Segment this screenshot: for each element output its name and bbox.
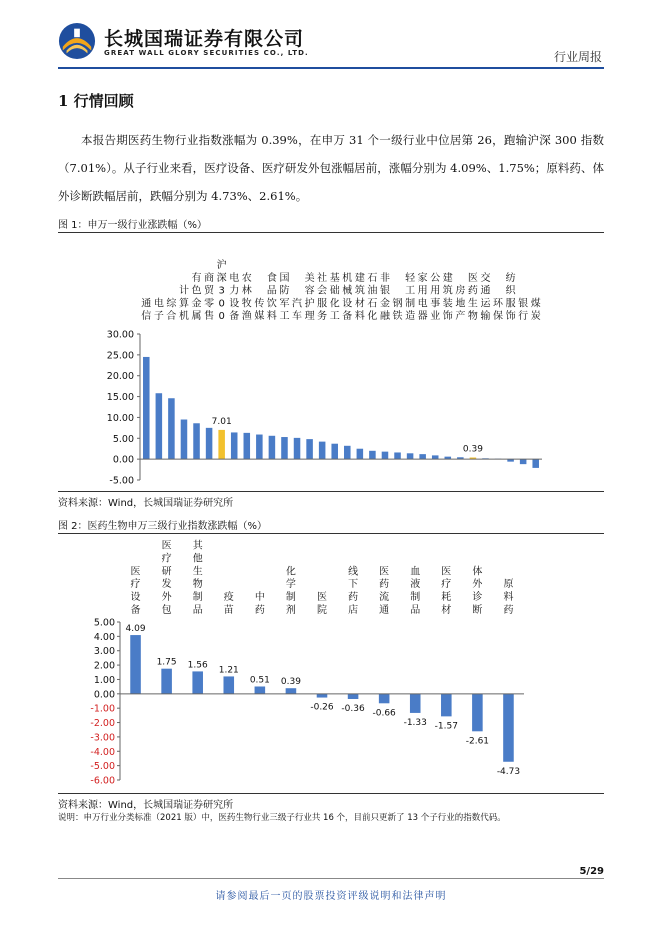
category-label-建筑材料: 材 [354, 298, 365, 310]
brand-name-cn: 长城国瑞证券有限公司 [104, 28, 305, 50]
category-label-医药生物: 生 [467, 298, 478, 310]
category-label-体外诊断: 外 [472, 579, 483, 591]
bar-医疗设备 [130, 635, 141, 694]
figure2-bottom-rule [58, 793, 604, 794]
category-label-商贸零售: 商 [204, 272, 215, 284]
figure2-title: 图 2：医药生物申万三级行业指数涨跌幅（%） [58, 521, 268, 532]
category-label-线下药店: 店 [348, 605, 359, 616]
category-label-汽车: 车 [292, 311, 303, 322]
y-tick-label: -5.00 [109, 475, 134, 487]
bar-汽车 [294, 438, 301, 459]
category-label-商贸零售: 贸 [204, 285, 215, 297]
data-label-线下药店: -0.36 [341, 703, 365, 714]
category-label-国防军工: 防 [279, 285, 290, 297]
brand-name-en: GREAT WALL GLORY SECURITIES CO., LTD. [104, 49, 309, 57]
category-label-体外诊断: 体 [472, 566, 483, 578]
category-label-医疗耗材: 疗 [441, 579, 452, 591]
data-label-医疗耗材: -1.57 [434, 721, 458, 732]
category-label-建筑装饰: 建 [442, 272, 453, 284]
category-label-美容护理: 容 [304, 285, 315, 297]
bar-煤炭 [532, 459, 539, 468]
figure1-bottom-rule [58, 491, 604, 492]
category-label-化学制剂: 制 [285, 592, 296, 604]
category-label-农林牧渔: 牧 [241, 298, 252, 310]
category-label-血液制品: 血 [410, 566, 421, 578]
category-label-房地产: 产 [455, 311, 466, 322]
category-label-综合: 综 [166, 298, 177, 310]
y-tick-label: -6.00 [90, 775, 115, 787]
category-label-轻工制造: 造 [405, 311, 416, 322]
bar-食品饮料 [269, 436, 276, 459]
category-label-其他生物制品: 生 [192, 566, 203, 578]
category-label-纺织服饰: 织 [505, 285, 516, 297]
bar-银行 [520, 459, 527, 464]
category-label-医疗研发外包: 发 [161, 579, 172, 591]
category-label-家用电器: 器 [417, 311, 428, 322]
category-label-其他生物制品: 物 [192, 579, 203, 591]
y-tick-label: 2.00 [93, 660, 115, 672]
category-label-电子: 电 [153, 298, 164, 310]
category-label-农林牧渔: 林 [241, 285, 252, 297]
category-label-医药流通: 药 [379, 579, 390, 591]
category-label-体外诊断: 诊 [472, 592, 483, 604]
category-label-国防军工: 国 [279, 272, 290, 284]
figure1-title: 图 1：申万一级行业涨跌幅（%） [58, 220, 208, 231]
bar-建筑材料 [357, 449, 364, 459]
category-label-食品饮料: 饮 [266, 298, 277, 310]
category-label-医药生物: 药 [467, 285, 478, 297]
footer-disclaimer: 请参阅最后一页的股票投资评级说明和法律声明 [215, 891, 447, 902]
category-label-非银金融: 银 [379, 285, 390, 297]
figure1-source: 资料来源：Wind，长城国瑞证券研究所 [58, 498, 234, 509]
category-label-沪深300: 3 [218, 285, 225, 297]
bar-有色金属 [193, 423, 200, 459]
y-tick-label: 1.00 [93, 674, 115, 686]
category-label-社会服务: 务 [317, 311, 328, 322]
bar-医疗研发外包 [161, 669, 172, 694]
category-label-医疗耗材: 耗 [441, 592, 452, 604]
category-label-电力设备: 电 [229, 272, 240, 284]
page-number: 5/29 [579, 866, 604, 877]
bar-非银金融 [382, 452, 389, 460]
category-label-其他生物制品: 他 [192, 553, 203, 565]
category-label-银行: 银 [518, 298, 529, 310]
category-label-煤炭: 煤 [530, 298, 541, 310]
category-label-建筑材料: 料 [354, 311, 365, 322]
bar-医院 [317, 694, 328, 698]
category-label-房地产: 房 [455, 285, 466, 297]
report-type-label: 行业周报 [553, 50, 602, 64]
data-label-医疗研发外包: 1.75 [156, 657, 177, 668]
bar-电力设备 [231, 432, 238, 459]
bar-传媒 [256, 435, 263, 460]
bar-商贸零售 [206, 428, 213, 459]
category-label-血液制品: 品 [410, 605, 421, 616]
category-label-中药: 中 [254, 592, 265, 604]
category-label-建筑装饰: 饰 [442, 311, 453, 322]
bar-医药流通 [379, 694, 390, 703]
bar-国防军工 [281, 437, 288, 459]
bar-家用电器 [419, 454, 426, 459]
bar-石油石化 [369, 451, 376, 459]
category-label-原料药: 原 [503, 579, 514, 591]
category-label-建筑材料: 建 [354, 272, 365, 284]
category-label-银行: 行 [518, 311, 529, 322]
figure1-top-rule [58, 232, 604, 233]
bar-轻工制造 [407, 453, 414, 459]
category-label-社会服务: 社 [317, 272, 328, 284]
category-label-医疗设备: 设 [130, 592, 141, 604]
y-tick-label: 0.00 [112, 454, 134, 466]
bar-钢铁 [394, 452, 401, 459]
category-label-传媒: 媒 [254, 311, 265, 322]
category-label-其他生物制品: 制 [192, 592, 203, 604]
category-label-商贸零售: 售 [204, 311, 215, 322]
category-label-机械设备: 备 [342, 311, 353, 322]
category-label-基础化工: 础 [329, 285, 340, 297]
category-label-环保: 环 [493, 298, 504, 310]
category-label-家用电器: 家 [417, 272, 428, 284]
data-label-血液制品: -1.33 [403, 717, 427, 728]
category-label-建筑材料: 筑 [354, 285, 365, 297]
category-label-有色金属: 金 [191, 298, 202, 310]
bar-公用事业 [432, 455, 439, 459]
category-label-基础化工: 工 [329, 311, 340, 322]
data-label-医疗设备: 4.09 [125, 624, 146, 635]
bar-电子 [156, 393, 163, 459]
category-label-医药流通: 医 [379, 566, 390, 578]
category-label-轻工制造: 制 [405, 298, 416, 310]
category-label-交通运输: 输 [480, 311, 491, 322]
category-label-电子: 子 [153, 311, 164, 322]
category-label-基础化工: 化 [329, 298, 340, 310]
category-label-非银金融: 非 [379, 272, 390, 284]
figure2-note: 说明：申万行业分类标准（2021 版）中，医药生物行业三级子行业共 16 个，目前只更新了 13 个子行业的指数代码。 [58, 813, 506, 823]
category-label-农林牧渔: 渔 [241, 311, 252, 322]
category-label-医疗研发外包: 疗 [161, 553, 172, 565]
data-label-医药流通: -0.66 [372, 708, 396, 719]
figure2-chart [58, 536, 604, 792]
y-tick-label: -2.00 [90, 718, 115, 730]
category-label-血液制品: 液 [410, 579, 421, 591]
category-label-医疗耗材: 医 [441, 566, 452, 578]
category-label-通信: 通 [141, 298, 152, 310]
category-label-医疗耗材: 材 [441, 605, 452, 616]
category-label-疫苗: 疫 [223, 592, 234, 604]
category-label-公用事业: 用 [430, 285, 441, 297]
category-label-计算机: 机 [178, 311, 189, 322]
category-label-医疗研发外包: 外 [161, 592, 172, 604]
category-label-线下药店: 药 [348, 592, 359, 604]
data-label-原料药: -4.73 [496, 766, 521, 777]
category-label-商贸零售: 零 [204, 298, 215, 310]
category-label-原料药: 药 [503, 605, 514, 616]
bar-线下药店 [348, 694, 359, 699]
y-tick-label: 20.00 [106, 371, 134, 383]
figure2-svg [58, 536, 604, 792]
figure2-source: 资料来源：Wind，长城国瑞证券研究所 [58, 800, 234, 811]
category-label-医疗设备: 疗 [130, 579, 141, 591]
data-label-沪深300: 7.01 [211, 416, 232, 427]
category-label-医疗研发外包: 医 [161, 540, 172, 552]
great-wall-logo-icon [58, 22, 96, 60]
category-label-疫苗: 苗 [223, 605, 234, 616]
category-label-钢铁: 钢 [392, 298, 403, 310]
data-label-体外诊断: -2.61 [465, 736, 490, 747]
category-label-社会服务: 会 [317, 285, 328, 297]
bar-基础化工 [331, 444, 338, 459]
bar-通信 [143, 357, 150, 459]
category-label-农林牧渔: 农 [241, 272, 252, 284]
category-label-化学制剂: 剂 [285, 605, 296, 616]
category-label-美容护理: 美 [304, 272, 315, 284]
category-label-交通运输: 运 [480, 298, 491, 310]
y-tick-label: 15.00 [106, 392, 134, 404]
category-label-建筑装饰: 筑 [442, 285, 453, 297]
y-tick-label: 30.00 [106, 329, 134, 341]
category-label-美容护理: 护 [304, 298, 315, 310]
y-tick-label: 10.00 [106, 412, 134, 424]
category-label-轻工制造: 工 [405, 285, 416, 297]
category-label-医疗设备: 医 [130, 566, 141, 578]
bar-化学制剂 [286, 688, 297, 694]
figure1-svg [58, 238, 604, 490]
category-label-建筑装饰: 装 [442, 298, 453, 310]
category-label-社会服务: 服 [317, 298, 328, 310]
category-label-交通运输: 交 [480, 272, 491, 284]
category-label-传媒: 传 [254, 298, 265, 310]
category-label-食品饮料: 食 [266, 272, 277, 284]
bar-机械设备 [344, 446, 351, 459]
category-label-线下药店: 线 [348, 566, 359, 578]
footer-divider [58, 878, 604, 879]
category-label-房地产: 地 [455, 298, 466, 310]
category-label-食品饮料: 品 [266, 285, 277, 297]
body-paragraph-text: 本报告期医药生物行业指数涨幅为 0.39%，在申万 31 个一级行业中位居第 26，跑输沪深 300 指数（7.01%）。从子行业来看，医疗设备、医疗研发外包涨幅居前，涨幅分别为 4.09%、1.75%；原料药、体外诊断跌幅居前，跌幅分别为 4.73%、2.61%。 [58, 133, 604, 203]
category-label-公用事业: 事 [430, 298, 441, 310]
bar-农林牧渔 [244, 433, 251, 459]
body-paragraph [58, 126, 604, 210]
category-label-沪深300: 深 [216, 272, 227, 284]
category-label-医药生物: 医 [467, 272, 478, 284]
category-label-机械设备: 机 [342, 272, 353, 284]
data-label-其他生物制品: 1.56 [187, 660, 208, 671]
category-label-医院: 院 [317, 605, 327, 616]
category-label-医药流通: 通 [379, 605, 390, 616]
category-label-有色金属: 属 [191, 311, 202, 322]
bar-美容护理 [306, 439, 313, 459]
category-label-其他生物制品: 品 [192, 605, 203, 616]
category-label-体外诊断: 断 [472, 605, 483, 616]
data-label-医药生物: 0.39 [462, 444, 483, 455]
category-label-化学制剂: 学 [285, 579, 296, 591]
report-header [58, 22, 604, 70]
y-tick-label: -1.00 [90, 703, 115, 715]
bar-计算机 [181, 420, 188, 460]
category-label-通信: 信 [141, 311, 152, 322]
category-label-基础化工: 基 [329, 272, 340, 284]
category-label-公用事业: 业 [430, 311, 441, 322]
category-label-医药流通: 流 [379, 592, 390, 604]
category-label-交通运输: 通 [480, 285, 491, 297]
category-label-沪深300: 沪 [216, 260, 227, 272]
category-label-轻工制造: 轻 [405, 272, 416, 284]
category-label-电力设备: 备 [229, 311, 240, 322]
data-label-化学制剂: 0.39 [280, 677, 301, 688]
category-label-有色金属: 有 [191, 272, 202, 284]
bar-综合 [168, 398, 175, 459]
category-label-美容护理: 理 [304, 311, 315, 322]
category-label-环保: 保 [493, 311, 504, 322]
category-label-石油石化: 石 [367, 298, 378, 310]
data-label-疫苗: 1.21 [218, 665, 239, 676]
data-label-医院: -0.26 [310, 702, 334, 713]
category-label-其他生物制品: 其 [192, 540, 203, 552]
category-label-汽车: 汽 [292, 298, 303, 310]
category-label-血液制品: 制 [410, 592, 421, 604]
bar-社会服务 [319, 442, 326, 460]
category-label-医院: 医 [317, 592, 327, 604]
header-divider [58, 67, 604, 69]
category-label-石油石化: 石 [367, 272, 378, 284]
category-label-钢铁: 铁 [392, 311, 403, 322]
category-label-线下药店: 下 [348, 579, 359, 591]
category-label-医疗研发外包: 包 [161, 605, 172, 616]
section-title: 1 行情回顾 [58, 92, 134, 110]
bar-沪深300 [218, 430, 225, 459]
category-label-石油石化: 油 [367, 285, 378, 297]
y-tick-label: 5.00 [93, 617, 115, 629]
bar-医疗耗材 [441, 694, 452, 717]
y-tick-label: 3.00 [93, 646, 115, 658]
category-label-国防军工: 军 [279, 298, 290, 310]
category-label-综合: 合 [166, 311, 177, 322]
category-label-非银金融: 金 [379, 298, 390, 310]
y-tick-label: -4.00 [90, 746, 115, 758]
category-label-家用电器: 用 [417, 285, 428, 297]
category-label-石油石化: 化 [367, 311, 378, 322]
y-tick-label: 25.00 [106, 350, 134, 362]
y-tick-label: -5.00 [90, 761, 115, 773]
category-label-纺织服饰: 纺 [505, 272, 516, 284]
category-label-机械设备: 械 [342, 285, 353, 297]
y-tick-label: 0.00 [93, 689, 115, 701]
category-label-沪深300: 0 [218, 298, 225, 310]
category-label-机械设备: 设 [342, 298, 353, 310]
category-label-原料药: 料 [503, 592, 514, 604]
category-label-家用电器: 电 [417, 298, 428, 310]
category-label-纺织服饰: 服 [505, 298, 516, 310]
figure2-top-rule [58, 533, 604, 534]
category-label-计算机: 算 [178, 298, 189, 310]
category-label-电力设备: 设 [229, 298, 240, 310]
category-label-医疗研发外包: 研 [161, 566, 172, 578]
category-label-化学制剂: 化 [285, 566, 296, 578]
category-label-计算机: 计 [178, 285, 189, 297]
figure1-chart [58, 238, 604, 490]
bar-体外诊断 [472, 694, 483, 731]
data-label-中药: 0.51 [249, 675, 270, 686]
category-label-纺织服饰: 饰 [505, 311, 516, 322]
category-label-中药: 药 [254, 605, 265, 616]
category-label-有色金属: 色 [191, 285, 202, 297]
category-label-食品饮料: 料 [266, 311, 277, 322]
bar-中药 [255, 686, 266, 693]
y-tick-label: 5.00 [112, 433, 134, 445]
bar-原料药 [503, 694, 514, 762]
category-label-煤炭: 炭 [530, 311, 541, 322]
y-tick-label: 4.00 [93, 631, 115, 643]
category-label-沪深300: 0 [218, 311, 225, 322]
y-tick-label: -3.00 [90, 732, 115, 744]
category-label-电力设备: 力 [229, 285, 240, 297]
category-label-非银金融: 融 [379, 311, 390, 322]
bar-其他生物制品 [192, 671, 203, 693]
category-label-医疗设备: 备 [130, 605, 141, 616]
bar-血液制品 [410, 694, 421, 713]
category-label-国防军工: 工 [279, 311, 290, 322]
bar-疫苗 [223, 676, 234, 693]
category-label-公用事业: 公 [430, 272, 441, 284]
category-label-医药生物: 物 [467, 311, 478, 322]
